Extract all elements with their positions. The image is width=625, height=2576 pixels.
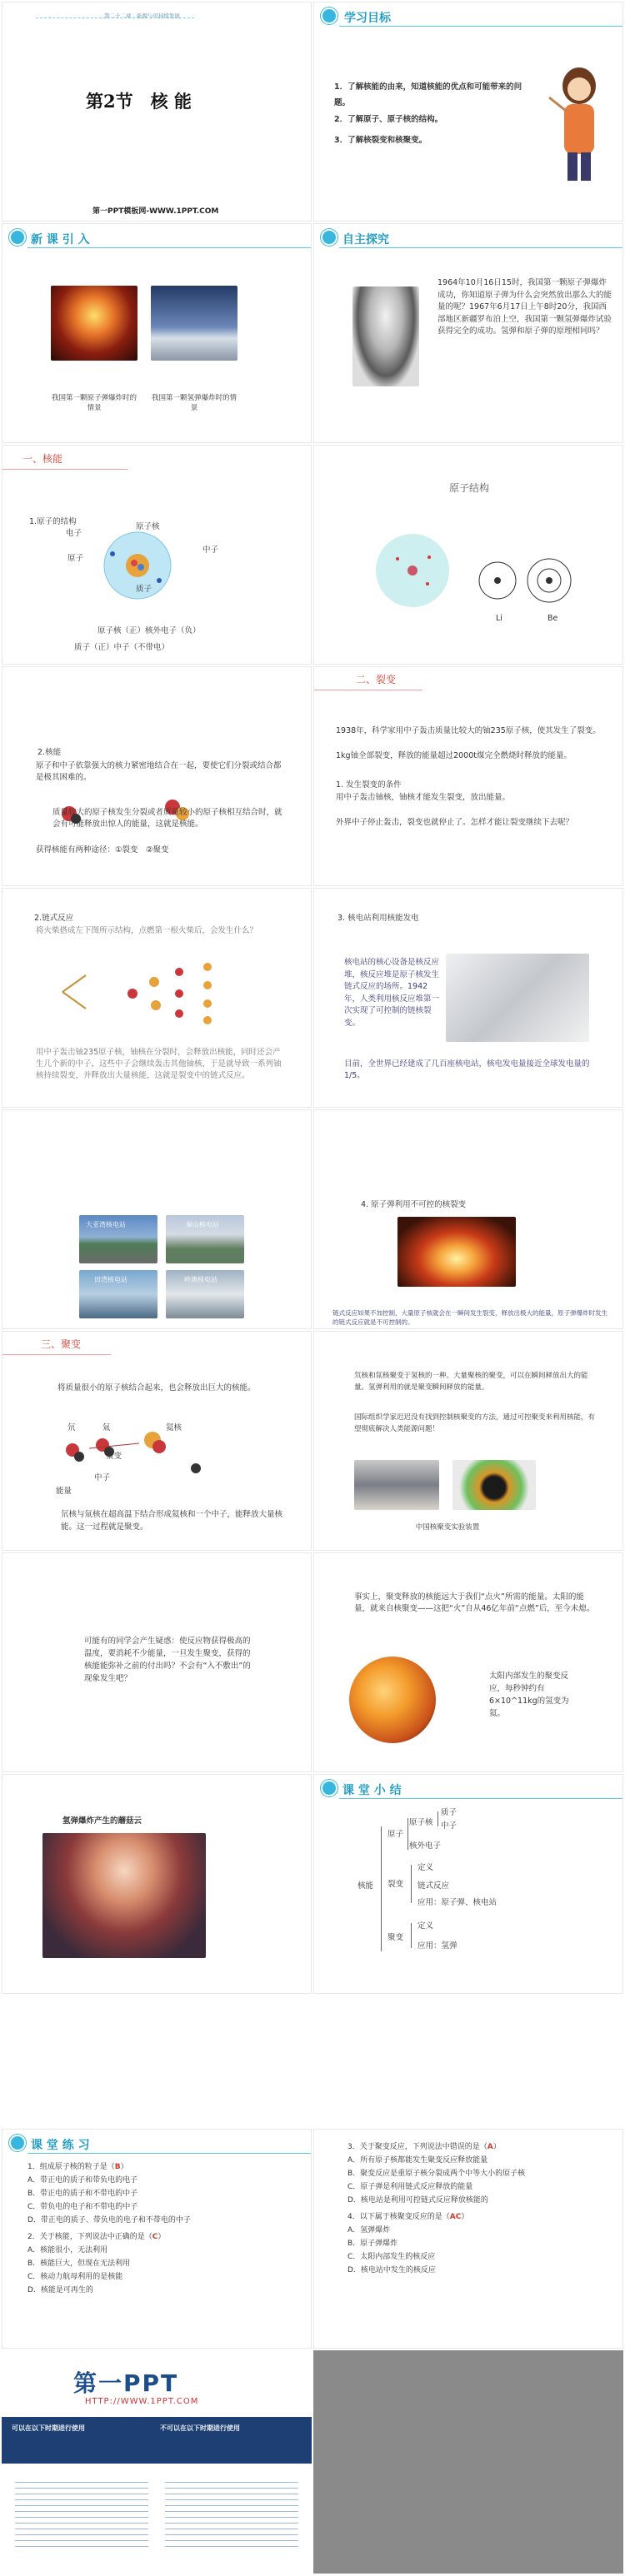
q1-option-a[interactable]: A．带正电的质子和带负电的电子 (28, 2176, 138, 2185)
paragraph-2: 1kg铀全部裂变，释放的能量超过2000t煤完全燃烧时释放的能量。 (336, 751, 572, 760)
sub-heading: 2.核能 (38, 748, 62, 757)
paragraph-2: 氘核与氚核在超高温下结合形成氦核和一个中子，能释放大量核能。这一过程就是聚变。 (61, 1510, 283, 1532)
hydrogen-bomb-image (151, 286, 238, 361)
section-header: 自主探究 (342, 233, 389, 247)
section-header: 新 课 引 入 (31, 233, 90, 247)
mushroom-cloud-image (352, 286, 419, 386)
label-atom: 原子 (68, 554, 84, 563)
q4-option-b[interactable]: B．原子弹爆炸 (348, 2240, 398, 2248)
q2-option-a[interactable]: A．核能很小，无法利用 (28, 2246, 108, 2255)
header-underline (339, 26, 622, 27)
footer-links-right[interactable] (165, 2477, 298, 2552)
explore-text: 1964年10月16日15时，我国第一颗原子弹爆炸成功，你知道原子弹为什么会突然放出那么大的能量的呢？1967年6月17日上午8时20分，我国西部地区新疆罗布泊上空，我国第一颗氢弹爆炸试验获得完全的成功。氢弹和原子弹的原理相同吗？ (438, 278, 612, 336)
tree-root: 核能 (358, 1881, 374, 1891)
slide-power-stations[interactable] (2, 1109, 312, 1329)
slide-mushroom-cloud[interactable] (2, 1774, 312, 1994)
station-label-4: 岭澳核电站 (184, 1276, 218, 1283)
tree-fusion: 聚变 (388, 1933, 404, 1942)
question-2 (28, 2231, 302, 2243)
paragraph-2: 质量较大的原子核发生分裂或者质量较小的原子核相互结合时，就会有可能释放出惊人的能量，这就是核能。 (52, 808, 282, 829)
paragraph-2: 目前，全世界已经建成了几百座核电站，核电发电量接近全球发电量的1/5。 (344, 1059, 590, 1080)
station-label-1: 大亚湾核电站 (86, 1221, 126, 1228)
slide-exercise-1[interactable] (2, 2129, 312, 2349)
label-energy: 能量 (56, 1487, 72, 1496)
footer-url[interactable]: HTTP://WWW.1PPT.COM (85, 2397, 199, 2406)
goal-3: 3．了解核裂变和核聚变。 (334, 136, 428, 145)
q4-option-a[interactable]: A．氢弹爆炸 (348, 2226, 391, 2235)
breadcrumb: 第二十二章 能源与可持续发展 (104, 12, 180, 19)
q4-option-d[interactable]: D．核电站中发生的核反应 (348, 2266, 436, 2275)
paragraph-2: 国际组织学家迟迟没有找到控制核聚变的方法，通过可控聚变来利用核能，有望彻底解决人类能源问题！ (354, 1413, 596, 1433)
label-neutron: 中子 (202, 546, 219, 555)
question-1-end: ） (120, 2163, 128, 2171)
header-underline (339, 247, 622, 248)
sub-heading: 3. 核电站利用核能发电 (338, 914, 419, 923)
slide-fusion[interactable] (2, 1331, 312, 1551)
slide-atom-model[interactable] (313, 445, 623, 665)
mushroom-cloud-image (42, 1833, 206, 1958)
paragraph-1: 1938年，科学家用中子轰击质量比较大的铀235原子核，使其发生了裂变。 (336, 726, 601, 735)
sub-heading: 1. 发生裂变的条件 (336, 780, 402, 790)
header-underline (28, 2153, 311, 2154)
header-badge-icon (321, 1780, 338, 1796)
question-1 (28, 2161, 302, 2173)
page-title: 第2节 核 能 (86, 91, 192, 112)
tree-chain: 链式反应 (418, 1881, 450, 1891)
label-tritium: 氚 (102, 1423, 111, 1432)
caption-fusion-device: 中国核聚变实验装置 (415, 1523, 480, 1532)
goal-1: 1．了解核能的由来，知道核能的优点和可能带来的问题。 (334, 82, 522, 107)
question-1-text: 1．组成原子核的粒子是（ (28, 2163, 115, 2171)
answer-4: AC (449, 2213, 462, 2221)
atomic-bomb-image (51, 286, 138, 361)
header-badge-icon (321, 7, 338, 24)
heading-underline (2, 469, 128, 470)
paragraph-2: 太阳内部发生的聚变反应，每秒钟约有6×10^11kg的氢变为氦。 (489, 1672, 569, 1718)
sun-image (349, 1657, 436, 1743)
caption-hydrogen: 我国第一颗氢弹爆炸时的情景 (151, 394, 237, 412)
q2-option-c[interactable]: C．核动力航母利用的是核能 (28, 2273, 123, 2281)
tree-app2: 应用：氢弹 (418, 1941, 458, 1951)
footer-panel (2, 2350, 312, 2574)
q4-option-c[interactable]: C．太阳内部发生的核反应 (348, 2253, 436, 2261)
atom-composition: 原子核（正）核外电子（负） (98, 626, 201, 635)
q2-option-b[interactable]: B．核能巨大，但现在无法利用 (28, 2260, 131, 2268)
slide-atom-structure[interactable] (2, 445, 312, 665)
slide-explore[interactable] (313, 223, 623, 443)
tokamak-image-1 (354, 1460, 439, 1510)
question-3-end: ） (492, 2143, 501, 2151)
question-2-text: 2．关于核能，下列说法中正确的是（ (28, 2233, 152, 2241)
tree-fission-def: 定义 (418, 1863, 434, 1872)
paragraph-1: 链式反应如果不加控制，大量原子核就会在一瞬间发生裂变，释放出极大的能量，原子弹爆炸时发生的链式反应就是不可控制的。 (332, 1309, 608, 1326)
answer-1: B (114, 2163, 121, 2171)
slide-title[interactable] (2, 2, 312, 222)
goal-2: 2．了解原子、原子核的结构。 (334, 115, 443, 124)
slide-footer: 第一PPT模板网-WWW.1PPT.COM (92, 207, 219, 216)
label-li: Li (496, 614, 502, 623)
sub-heading: 2.链式反应 (34, 914, 74, 923)
q2-option-d[interactable]: D．核能是可再生的 (28, 2286, 93, 2294)
answer-3: A (487, 2143, 493, 2151)
question-3-text: 3．关于聚变反应，下列说法中错误的是（ (348, 2143, 488, 2151)
explosion-image (398, 1217, 516, 1287)
header-underline (339, 1798, 622, 1799)
label-be: Be (548, 614, 558, 623)
slide-exercise-2[interactable] (313, 2129, 623, 2349)
slide-goals[interactable] (313, 2, 623, 222)
label-proton: 质子 (136, 585, 152, 594)
section-header: 课 堂 练 习 (31, 2139, 90, 2152)
header-badge-icon (9, 2135, 26, 2151)
label-neutron: 中子 (94, 1473, 111, 1482)
q3-option-a[interactable]: A．所有原子核都能发生聚变反应释放能量 (348, 2156, 488, 2165)
slide-nuclear-energy[interactable] (2, 666, 312, 886)
station-label-2: 秦山核电站 (186, 1221, 219, 1228)
question-2-end: ） (158, 2233, 166, 2241)
section-header: 课 堂 小 结 (342, 1784, 402, 1797)
label-nucleus: 原子核 (136, 522, 160, 531)
section-heading: 一、核能 (22, 453, 63, 465)
footer-right-title: 不可以在以下时期进行使用 (160, 2424, 240, 2432)
question-4-text: 4．以下属于核聚变反应的是（ (348, 2213, 450, 2221)
q1-option-d[interactable]: D．带正电的质子、带负电的电子和不带电的中子 (28, 2216, 191, 2225)
q3-option-d[interactable]: D．核电站是利用可控链式反应释放核能的 (348, 2196, 488, 2205)
caption-mushroom: 氢弹爆炸产生的蘑菇云 (62, 1816, 142, 1826)
q1-option-b[interactable]: B．带正电的质子和不带电的中子 (28, 2190, 138, 2198)
reactor-diagram-image (446, 954, 589, 1042)
slide-chain-reaction[interactable] (2, 888, 312, 1108)
slide-fission[interactable] (313, 666, 623, 886)
section-header: 学习目标 (344, 12, 391, 25)
caption-atomic: 我国第一颗原子弹爆炸时的情景 (51, 394, 137, 412)
paragraph-3: 获得核能有两种途径：①裂变 ②聚变 (36, 845, 169, 855)
blank-panel (313, 2350, 623, 2574)
tree-nucleus: 原子核 (409, 1818, 433, 1827)
slide-atomic-bomb[interactable] (313, 1109, 623, 1329)
label-deuterium: 氘 (68, 1423, 76, 1432)
nucleus-composition: 质子（正）中子（不带电） (74, 643, 170, 652)
tree-connector (411, 1923, 412, 1948)
sub-heading: 1.原子的结构 (29, 517, 77, 526)
label-electron: 电子 (66, 529, 82, 538)
question-4 (348, 2211, 614, 2223)
teacher-icon (546, 61, 612, 186)
paragraph-1: 氘核和氚核聚变于氢核的一种。大量聚核的聚变，可以在瞬间释放出大的能量。氢弹利用的就是聚变瞬间释放的能量。 (354, 1372, 588, 1392)
label-helium: 氦核 (166, 1423, 182, 1432)
section-heading: 三、聚变 (41, 1338, 82, 1350)
q3-option-c[interactable]: C．原子弹是利用链式反应释放的能量 (348, 2183, 473, 2191)
tree-atom: 原子 (388, 1830, 404, 1839)
header-badge-icon (9, 229, 26, 246)
tree-fusion-def: 定义 (418, 1921, 434, 1931)
slide-question[interactable] (2, 1552, 312, 1772)
section-heading: 二、裂变 (356, 674, 397, 685)
q1-option-c[interactable]: C．带负电的电子和不带电的中子 (28, 2203, 138, 2211)
slide-power-plant[interactable] (313, 888, 623, 1108)
fusion-diagram (52, 1415, 236, 1490)
station-label-3: 田湾核电站 (94, 1276, 128, 1283)
slide-hydrogen-bomb[interactable] (313, 1331, 623, 1551)
sub-heading: 4. 原子弹利用不可控的核裂变 (361, 1200, 467, 1209)
paragraph-1: 原子和中子依靠强大的核力紧密地结合在一起，要使它们分裂或结合都是极其困难的。 (36, 761, 282, 782)
answer-2: C (152, 2233, 158, 2241)
paragraph-3: 用中子轰击铀核，铀核才能发生裂变，放出能量。 (336, 793, 511, 802)
tree-app1: 应用：原子弹、核电站 (418, 1898, 498, 1907)
slide-intro[interactable] (2, 223, 312, 443)
paragraph-1: 将火柴搭成左下图所示结构，点燃第一根火柴后，会发生什么？ (36, 926, 258, 935)
label-fusion: 聚变 (106, 1452, 122, 1461)
tree-fission: 裂变 (388, 1880, 404, 1889)
chain-reaction-diagram (54, 960, 254, 1027)
q3-option-b[interactable]: B．聚变反应是重原子核分裂成两个中等大小的原子核 (348, 2170, 526, 2178)
header-badge-icon (321, 229, 338, 246)
header-underline (28, 247, 311, 248)
paragraph-2: 用中子轰击铀235原子核，铀核在分裂时，会释放出核能，同时还会产生几个新的中子，这些中子会继续轰击其他铀核，于是就导致一系列铀核持续裂变，并释放出大量核能，这就是裂变中的链式反应。 (36, 1048, 282, 1080)
question-3 (348, 2141, 614, 2153)
atom-diagram (89, 526, 189, 609)
tree-neutron: 中子 (441, 1821, 458, 1831)
paragraph-1: 可能有的同学会产生疑惑：使反应物获得极高的温度，要消耗不少能量，一旦发生聚变，获得的核能能弥补之前的付出吗？不会有“入不敷出”的现象发生吧？ (84, 1637, 251, 1683)
question-4-end: ） (461, 2213, 469, 2221)
paragraph-1: 将质量很小的原子核结合起来，也会释放出巨大的核能。 (58, 1383, 256, 1393)
paragraph-4: 外界中子停止轰击，裂变也就停止了。怎样才能让裂变继续下去呢？ (336, 818, 574, 827)
slide-summary[interactable] (313, 1774, 623, 1994)
footer-logo: 第一PPT (73, 2369, 179, 2397)
tree-connector (411, 1865, 412, 1903)
tokamak-image-2 (452, 1460, 536, 1510)
footer-links-left[interactable] (15, 2477, 148, 2552)
slide-title: 原子结构 (448, 482, 489, 494)
tree-connector (381, 1826, 382, 1951)
paragraph-1: 事实上，聚变释放的核能远大于我们“点火”所需的能量。太阳的能量，就来自核聚变——这把“火”自从46亿年前“点燃”后，至今未熄。 (354, 1592, 595, 1613)
tree-electron: 核外电子 (409, 1841, 442, 1851)
tree-proton: 质子 (441, 1808, 458, 1817)
slide-sun[interactable] (313, 1552, 623, 1772)
footer-left-title: 可以在以下时期进行使用 (12, 2424, 85, 2432)
paragraph-1: 核电站的核心设备是核反应堆，核反应堆是原子核发生链式反应的场所。1942年，人类利用核反应堆第一次实现了可控制的链核裂变。 (344, 958, 440, 1028)
heading-underline (2, 1354, 111, 1355)
